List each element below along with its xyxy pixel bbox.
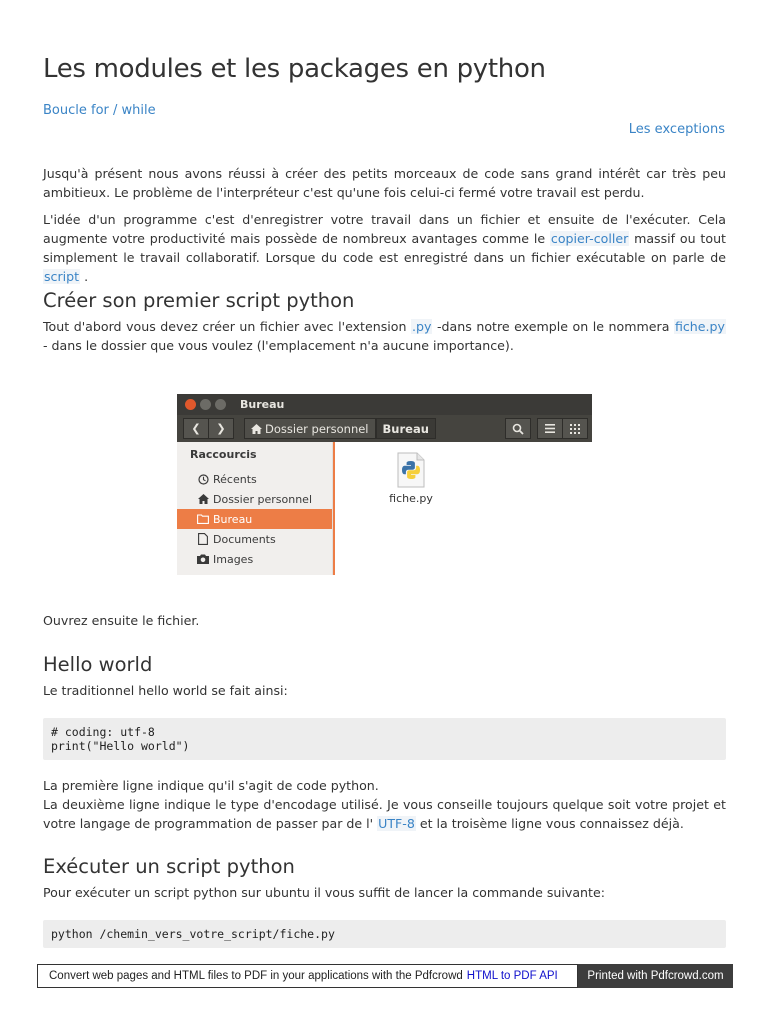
section-run-script — [43, 855, 726, 902]
file-name: fiche.py — [389, 492, 433, 505]
text-span: La deuxième ligne indique le type d'encodage utilisé. Je vous conseille toujours quelque soit votre projet et votre langage de programmation de passer par de l' — [43, 797, 726, 831]
toolbar-right — [505, 418, 588, 439]
forward-arrow-icon: ❯ — [208, 418, 234, 439]
sidebar-item-documents — [177, 529, 332, 549]
next-page-link[interactable]: Les exceptions — [628, 122, 725, 137]
text-span: -dans notre exemple on le nommera — [432, 319, 674, 334]
page-title: Les modules et les packages en python — [43, 54, 546, 84]
fiche-py-link[interactable]: fiche.py — [674, 319, 725, 334]
footer-text: Convert web pages and HTML files to PDF in your applications with the Pdfcrowd — [49, 970, 463, 982]
sidebar-item-label: Récents — [213, 472, 257, 486]
breadcrumb — [244, 418, 436, 439]
hello-intro: Le traditionnel hello world se fait ainsi: — [43, 683, 288, 698]
window-titlebar — [177, 394, 592, 415]
file-manager-screenshot — [177, 394, 592, 575]
home-icon — [197, 493, 209, 505]
pdfcrowd-footer — [37, 964, 733, 988]
hello-code-wrap — [43, 718, 726, 760]
file-item — [381, 452, 441, 505]
sidebar-item-home — [177, 489, 332, 509]
file-area — [333, 442, 592, 575]
intro-paragraph-2 — [43, 210, 726, 286]
sidebar-item-recents — [177, 469, 332, 489]
open-file-paragraph: Ouvrez ensuite le fichier. — [43, 613, 200, 628]
python-file-icon — [395, 452, 427, 488]
camera-icon — [197, 553, 209, 565]
py-extension-link[interactable]: .py — [412, 319, 432, 334]
text-span: massif ou tout simplement le travail collaboratif. Lorsque du code est enregistré dans un fichier exécutable on parle de — [43, 231, 726, 265]
sidebar-item-images — [177, 549, 332, 569]
text-span: L'idée d'un programme c'est d'enregistrer votre travail dans un fichier et ensuite de l'exécuter. Cela augmente votre productivité mais possède de nombreux avantages comme le — [43, 212, 726, 246]
sidebar-item-label: Documents — [213, 532, 276, 546]
sidebar-heading: Raccourcis — [190, 448, 257, 461]
hello-code-block: # coding: utf-8 print("Hello world") — [43, 718, 726, 760]
maximize-window-icon — [215, 399, 226, 410]
section-heading-create: Créer son premier script python — [43, 289, 355, 312]
footer-message — [37, 964, 578, 988]
minimize-window-icon — [200, 399, 211, 410]
sidebar-item-label: Images — [213, 552, 254, 566]
section-heading-hello: Hello world — [43, 653, 153, 676]
breadcrumb-home-label: Dossier personnel — [265, 421, 369, 436]
section-create-script — [43, 289, 726, 355]
grid-view-icon — [562, 418, 588, 439]
text-span: Tout d'abord vous devez créer un fichier avec l'extension — [43, 319, 412, 334]
script-link[interactable]: script — [44, 269, 80, 284]
sidebar-item-label: Bureau — [213, 512, 253, 526]
utf8-link[interactable]: UTF-8 — [378, 816, 415, 831]
hello-explanation — [43, 776, 726, 833]
html-to-pdf-api-link[interactable]: HTML to PDF API — [466, 970, 558, 982]
create-paragraph — [43, 317, 726, 355]
home-icon — [251, 424, 262, 434]
section-hello-world — [43, 653, 726, 700]
hello-line-2 — [43, 795, 726, 833]
run-intro: Pour exécuter un script python sur ubuntu il vous suffit de lancer la commande suivante: — [43, 885, 605, 900]
selection-accent-bar — [333, 442, 335, 575]
intro-section — [43, 164, 726, 286]
back-arrow-icon: ❮ — [183, 418, 209, 439]
text-span: et la troisème ligne vous connaissez déjà. — [415, 816, 684, 831]
search-icon — [505, 418, 531, 439]
window-body — [177, 442, 592, 575]
places-sidebar — [177, 442, 333, 575]
clock-icon — [197, 473, 209, 485]
section-heading-run: Exécuter un script python — [43, 855, 295, 878]
breadcrumb-home — [244, 418, 376, 439]
window-title: Bureau — [240, 398, 285, 411]
printed-with-badge[interactable]: Printed with Pdfcrowd.com — [578, 964, 733, 988]
breadcrumb-current: Bureau — [376, 418, 436, 439]
open-file-paragraph-wrap — [43, 611, 726, 630]
sidebar-item-desktop — [177, 509, 332, 529]
folder-icon — [197, 513, 209, 525]
document-icon — [197, 533, 209, 545]
prev-page-link[interactable]: Boucle for / while — [43, 103, 156, 118]
intro-paragraph-1: Jusqu'à présent nous avons réussi à créer des petits morceaux de code sans grand intérêt car très peu ambitieux. Le problème de l'interpréteur c'est qu'une fois celui-ci fermé votre travail est perdu. — [43, 166, 726, 200]
close-window-icon — [185, 399, 196, 410]
text-span: . — [80, 269, 89, 284]
run-code-wrap — [43, 920, 726, 948]
run-code-block: python /chemin_vers_votre_script/fiche.py — [43, 920, 726, 948]
hello-line-1: La première ligne indique qu'il s'agit de code python. — [43, 778, 379, 793]
list-view-icon — [537, 418, 563, 439]
sidebar-item-label: Dossier personnel — [213, 492, 313, 506]
copier-coller-link[interactable]: copier-coller — [550, 231, 629, 246]
window-toolbar — [177, 415, 592, 442]
text-span: - dans le dossier que vous voulez (l'emplacement n'a aucune importance). — [43, 338, 514, 353]
